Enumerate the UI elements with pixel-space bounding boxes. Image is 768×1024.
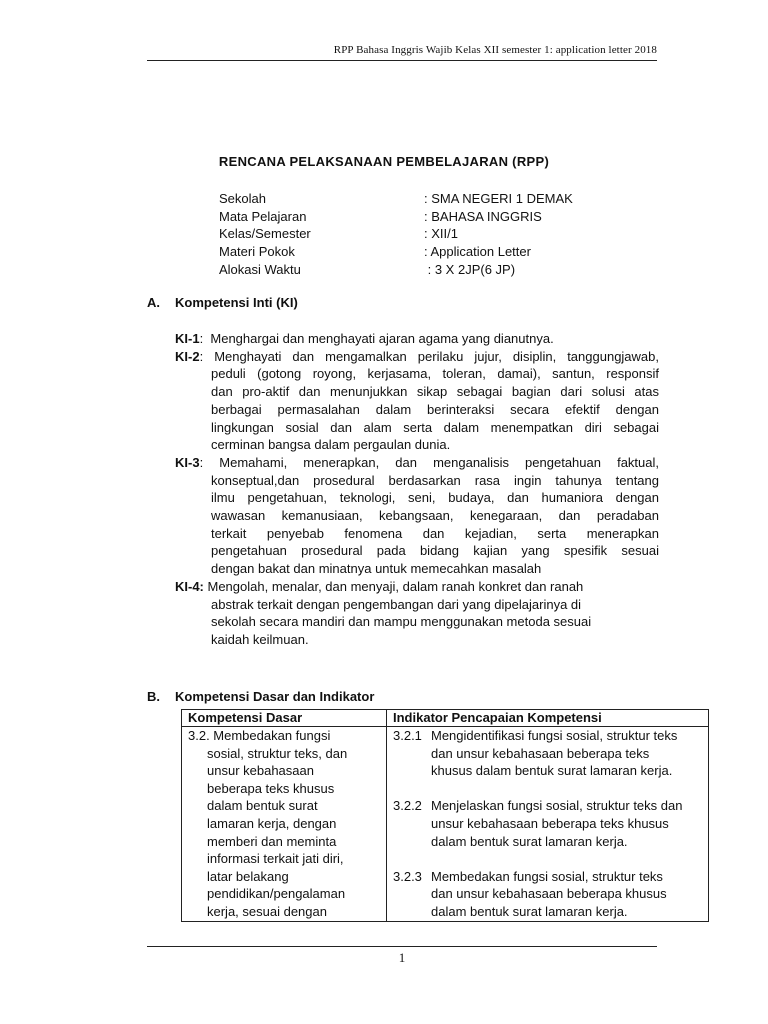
indicator-line — [393, 727, 702, 745]
section-letter: B. — [147, 689, 160, 704]
indicator-line — [393, 797, 702, 815]
identity-row — [219, 208, 573, 226]
indicator-text: unsur kebahasaan beberapa teks khusus — [431, 815, 669, 831]
indicator-text: dan unsur kebahasaan beberapa teks — [431, 745, 650, 761]
identity-row — [219, 261, 573, 279]
identity-value: : XII/1 — [424, 226, 458, 242]
ki-label: KI-2 — [175, 348, 200, 364]
indicator-cell — [387, 727, 709, 922]
indicator-text: dan unsur kebahasaan beberapa khusus — [431, 886, 667, 902]
ki-text: ilmu pengetahuan, teknologi, seni, budaya, dan humaniora dengan — [211, 490, 659, 506]
identity-label: Alokasi Waktu — [219, 261, 301, 277]
ki-text: Mengolah, menalar, dan menyaji, dalam ranah konkret dan ranah — [203, 578, 584, 594]
section-letter: A. — [147, 295, 160, 310]
kd-text: 3.2. Membedakan fungsi — [188, 728, 331, 743]
section-title: Kompetensi Inti (KI) — [175, 295, 298, 310]
ki-text: wawasan kemanusiaan, kebangsaan, kenegaraan, dan peradaban — [211, 508, 659, 524]
ki-text: : Menghargai dan menghayati ajaran agama yang dianutnya. — [199, 331, 554, 346]
identity-value: : BAHASA INGGRIS — [424, 208, 542, 224]
ki-line — [175, 454, 659, 472]
indicator-number: 3.2.3 — [393, 868, 422, 884]
page-footer — [147, 946, 657, 966]
ki-text: dengan bakat dan minatnya untuk memecahkan masalah — [211, 561, 542, 577]
ki-text: : Menghayati dan mengamalkan perilaku jujur, disiplin, tanggungjawab, — [199, 348, 659, 364]
ki-text: lingkungan sosial dan alam serta dalam menempatkan diri sebagai — [211, 419, 659, 435]
identity-row — [219, 190, 573, 208]
indicator-text: dalam bentuk surat lamaran kerja. — [431, 903, 628, 919]
indicator-text: Membedakan fungsi sosial, struktur teks — [431, 868, 663, 884]
indicator-number: 3.2.2 — [393, 798, 422, 814]
ki-text: terkait penyebab fenomena dan kejadian, serta menerapkan — [211, 525, 659, 541]
identity-label: Sekolah — [219, 191, 266, 206]
kd-text: sosial, struktur teks, dan — [207, 745, 348, 761]
identity-label: Mata Pelajaran — [219, 208, 307, 224]
ki-line — [175, 348, 659, 366]
ki-text: berbagai permasalahan dalam berinteraksi secara efektif dengan — [211, 401, 659, 417]
ki-label: KI-4: — [175, 578, 204, 594]
ki-text: cerminan bangsa dalam pergaulan dunia. — [211, 437, 451, 453]
kd-text: lamaran kerja, dengan — [207, 815, 337, 831]
ki-text: abstrak terkait dengan pengembangan dari yang dipelajarinya di — [211, 596, 582, 612]
indicator-text: Mengidentifikasi fungsi sosial, struktur teks — [431, 728, 678, 743]
ki-label: KI-1 — [175, 331, 200, 346]
ki-line — [175, 330, 659, 348]
ki-entry — [175, 330, 659, 348]
kd-indicator-table — [181, 709, 709, 922]
table-header-indicator: Indikator Pencapaian Kompetensi — [387, 710, 709, 727]
indicator-number: 3.2.1 — [393, 728, 422, 743]
ki-text: : Memahami, menerapkan, dan menganalisis pengetahuan faktual, — [199, 454, 659, 470]
ki-line — [175, 578, 659, 596]
indicator-text: Menjelaskan fungsi sosial, struktur teks dan — [431, 798, 683, 814]
ki-text: kaidah keilmuan. — [211, 631, 309, 647]
identity-label: Materi Pokok — [219, 244, 295, 260]
ki-text: konseptual,dan prosedural berdasarkan rasa ingin tahunya tentang — [211, 472, 659, 488]
section-b-heading — [147, 689, 374, 704]
kd-text: unsur kebahasaan — [207, 763, 314, 779]
table-header-kd: Kompetensi Dasar — [182, 710, 387, 727]
kd-text: dalam bentuk surat — [207, 798, 318, 814]
identity-block — [219, 190, 573, 278]
kd-text: memberi dan meminta — [207, 833, 337, 849]
indicator-line — [393, 868, 702, 886]
identity-value: : Application Letter — [424, 244, 531, 260]
ki-list — [175, 330, 659, 649]
ki-entry — [175, 578, 659, 649]
indicator-text: dalam bentuk surat lamaran kerja. — [431, 833, 628, 849]
identity-row — [219, 243, 573, 261]
section-a-heading — [147, 295, 298, 310]
kd-text: latar belakang — [207, 868, 289, 884]
indicator-item — [393, 727, 702, 780]
section-title: Kompetensi Dasar dan Indikator — [175, 689, 375, 704]
identity-value: : 3 X 2JP(6 JP) — [424, 261, 516, 277]
identity-label: Kelas/Semester — [219, 226, 311, 242]
table-row — [182, 727, 709, 922]
ki-entry — [175, 348, 659, 454]
identity-value: : SMA NEGERI 1 DEMAK — [424, 191, 573, 206]
indicator-item — [393, 868, 702, 921]
kd-text: pendidikan/pengalaman — [207, 886, 346, 902]
kd-cell — [182, 727, 387, 922]
kd-text: kerja, sesuai dengan — [207, 903, 327, 919]
ki-entry — [175, 454, 659, 578]
table-header-row — [182, 710, 709, 727]
ki-label: KI-3 — [175, 454, 200, 470]
indicator-item — [393, 797, 702, 850]
indicator-text: khusus dalam bentuk surat lamaran kerja. — [431, 763, 673, 779]
kd-text: informasi terkait jati diri, — [207, 851, 344, 867]
identity-row — [219, 225, 573, 243]
ki-text: dan pro-aktif dan menunjukkan sikap sebagai bagian dari solusi atas — [211, 384, 659, 400]
running-header: RPP Bahasa Inggris Wajib Kelas XII semester 1: application letter 2018 — [147, 44, 657, 61]
ki-text: sekolah secara mandiri dan mampu menggunakan metoda sesuai — [211, 614, 592, 630]
document-title: RENCANA PELAKSANAAN PEMBELAJARAN (RPP) — [218, 154, 550, 169]
page-number: 1 — [398, 950, 406, 965]
ki-text: peduli (gotong royong, kerjasama, toleran, damai), santun, responsif — [211, 366, 659, 382]
kd-text: beberapa teks khusus — [207, 780, 335, 796]
ki-text: pengetahuan prosedural pada bidang kajian yang spesifik sesuai — [211, 543, 659, 559]
